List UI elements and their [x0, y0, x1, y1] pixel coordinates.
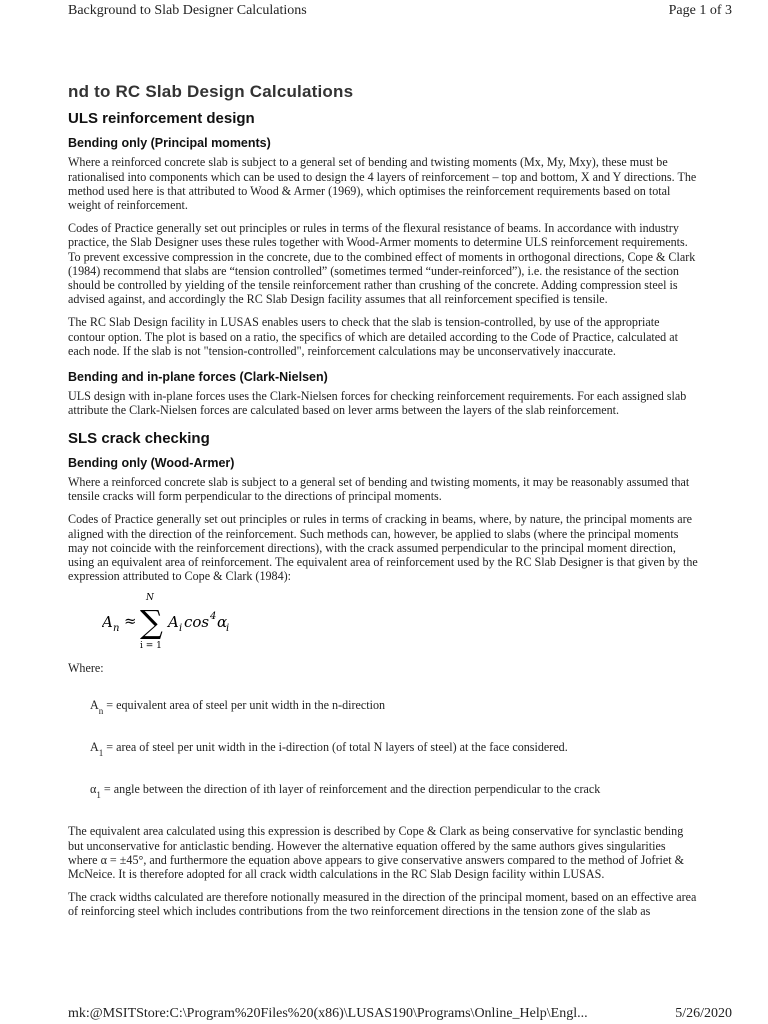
uls-paragraph-1: Where a reinforced concrete slab is subject to a general set of bending and twisting moments (Mx, My, Mxy), these must be rationalised into components which can be used to design the 4 layers of reinforcement – top and bottom, X and Y directions. The method used here is that attributed to Wood & Armer (1969), which optimises the reinforcement requirements based on total weight of reinforcement. — [68, 155, 697, 213]
sls-paragraph-2: Codes of Practice generally set out principles or rules in terms of cracking in beams, where, by nature, the principal moments are aligned with the direction of the reinforcement. Such methods can, however, be applied to slabs (where the principal moments may not coincide with the reinforcement directions), with the crack assumed perpendicular to the principal moment direction, using an equivalent area of reinforcement. The equivalent area of reinforcement used by the RC Slab Designer is that given by the expression attributed to Cope & Clark (1984): — [68, 512, 698, 584]
formula-term: A — [168, 613, 179, 632]
equivalent-area-formula — [102, 593, 302, 652]
formula-approx: ≈ — [124, 612, 137, 631]
page-title: nd to RC Slab Design Calculations — [68, 82, 354, 101]
sls-paragraph-1: Where a reinforced concrete slab is subject to a general set of bending and twisting moments, it may be reasonably assumed that tensile cracks will form perpendicular to the directions of principal moments. — [68, 475, 690, 504]
header-page-number: Page 1 of 3 — [668, 3, 732, 18]
definition-alpha — [90, 782, 698, 802]
sls-paragraph-4: The crack widths calculated are therefore notionally measured in the direction of the principal moment, based on an effective area of reinforcing steel which includes contributions from the two reinforcement directions in the tension zone of the slab as — [68, 890, 697, 919]
sigma-symbol: ∑ — [140, 603, 163, 642]
header-title: Background to Slab Designer Calculations — [68, 3, 307, 18]
where-label: Where: — [68, 661, 104, 676]
clark-nielsen-heading: Bending and in-plane forces (Clark-Nielsen) — [68, 370, 328, 385]
formula-sum-upper: N — [146, 593, 154, 604]
wood-armer-heading: Bending only (Wood-Armer) — [68, 455, 235, 470]
principal-moments-heading: Bending only (Principal moments) — [68, 136, 271, 151]
footer-date: 5/26/2020 — [675, 1006, 732, 1021]
formula-term-subscript: i — [179, 623, 183, 635]
formula-cos: cos — [184, 613, 210, 632]
formula-power: 4 — [210, 611, 217, 623]
formula-alpha: α — [217, 613, 228, 632]
definition-an — [90, 698, 698, 718]
footer-url: mk:@MSITStore:C:\Program%20Files%20(x86)\LUSAS190\Programs\Online_Help\Engl... — [68, 1006, 588, 1021]
uls-paragraph-4: ULS design with in-plane forces uses the Clark-Nielsen forces for checking reinforcement requirements. For each assigned slab attribute the Clark-Nielsen forces are calculated based on lever arms between the layers of the slab reinforcement. — [68, 389, 687, 418]
uls-heading: ULS reinforcement design — [68, 110, 255, 127]
formula-graphic — [102, 593, 302, 653]
definitions-list — [90, 698, 698, 803]
sls-paragraph-3: The equivalent area calculated using this expression is described by Cope & Clark as being conservative for synclastic bending but unconservative for anticlastic bending. However the alternative equation offered by the same authors gives singularities where α = ±45°, and furthermore the equation above appears to give conservative answers compared to the method of Jofriet & McNeice. It is therefore adopted for all crack width calculations in the RC Slab Design facility within LUSAS. — [68, 824, 685, 881]
print-header — [68, 0, 732, 22]
formula-lhs-subscript: n — [113, 623, 120, 635]
uls-paragraph-3: The RC Slab Design facility in LUSAS enables users to check that the slab is tension-controlled, by use of the appropriate contour option. The plot is based on a ratio, the specifics of which are detailed according to the Code of Practice, calculated at each node. If the slab is not "tension-controlled", reinforcement calculations may be unconservatively inaccurate. — [68, 315, 678, 358]
print-footer — [68, 1004, 732, 1024]
symbol-subscript: n — [98, 705, 104, 716]
document-body — [68, 112, 698, 928]
symbol: A — [90, 697, 99, 712]
uls-paragraph-2: Codes of Practice generally set out principles or rules in terms of the flexural resistance of beams. In accordance with industry practice, the Slab Designer uses these rules together with Wood-Armer moments to determine ULS reinforcement requirements. To prevent excessive compression in the concrete, due to the combined effect of moments in orthogonal directions, Cope & Clark (1984) recommend that slabs are “tension controlled” (sometimes termed “under-reinforced”), i.e. the resistance of the section should be controlled by yielding of the tensile reinforcement rather than crushing of the concrete. Adding compression steel is advised against, and accordingly the RC Slab Design facility assumes that all reinforcement specified is tensile. — [68, 221, 696, 307]
formula-lhs: A — [102, 613, 113, 632]
definition-ai — [90, 740, 698, 760]
sls-heading: SLS crack checking — [68, 429, 210, 447]
formula-alpha-subscript: i — [226, 623, 230, 635]
symbol-subscript: 1 — [96, 790, 101, 801]
symbol: α — [90, 782, 97, 797]
symbol-subscript: 1 — [98, 747, 104, 758]
symbol: A — [90, 739, 99, 754]
definition-text: = angle between the direction of ith layer of reinforcement and the direction perpendicular to the crack — [100, 782, 601, 797]
definition-text: = area of steel per unit width in the i-direction (of total N layers of steel) at the face considered. — [103, 739, 568, 754]
formula-sum-lower: i = 1 — [140, 641, 162, 652]
definition-text: = equivalent area of steel per unit width in the n-direction — [103, 697, 386, 712]
